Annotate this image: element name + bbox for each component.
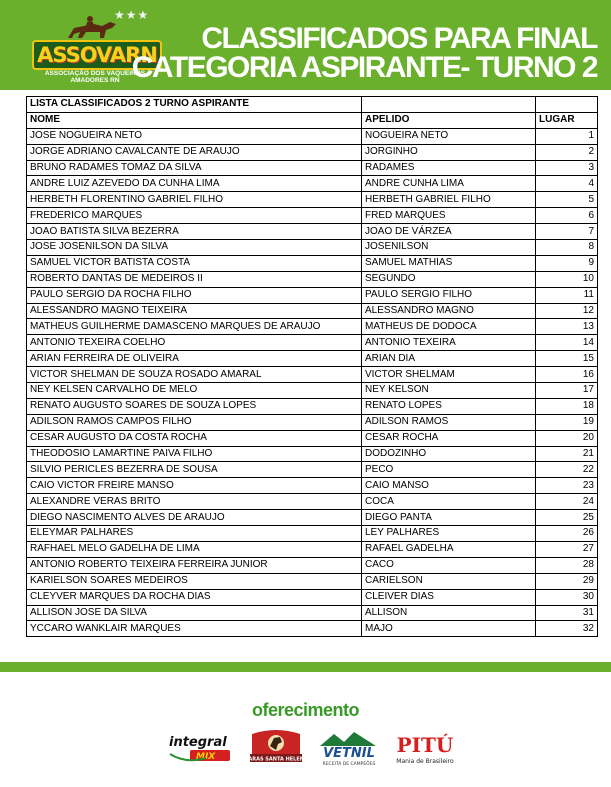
cell-apelido: FRED MARQUES bbox=[362, 208, 536, 224]
cell-nome: VICTOR SHELMAN DE SOUZA ROSADO AMARAL bbox=[27, 367, 362, 383]
cell-nome: FREDERICO MARQUES bbox=[27, 208, 362, 224]
svg-text:PITÚ: PITÚ bbox=[396, 733, 454, 757]
cell-apelido: ANTONIO TEXEIRA bbox=[362, 335, 536, 351]
cell-apelido: ALESSANDRO MAGNO bbox=[362, 303, 536, 319]
table-row bbox=[27, 383, 598, 399]
table-row bbox=[27, 351, 598, 367]
cell-apelido: ANDRE CUNHA LIMA bbox=[362, 176, 536, 192]
cell-nome: RAFHAEL MELO GADELHA DE LIMA bbox=[27, 541, 362, 557]
column-header-nome: NOME bbox=[27, 112, 362, 128]
table-row bbox=[27, 557, 598, 573]
cell-lugar: 28 bbox=[536, 557, 598, 573]
cell-nome: KARIELSON SOARES MEDEIROS bbox=[27, 573, 362, 589]
cell-apelido: CARIELSON bbox=[362, 573, 536, 589]
cell-apelido: PECO bbox=[362, 462, 536, 478]
title-line-2: CATEGORIA ASPIRANTE- TURNO 2 bbox=[131, 51, 597, 84]
table-row bbox=[27, 192, 598, 208]
cell-nome: JOSE JOSENILSON DA SILVA bbox=[27, 240, 362, 256]
cell-apelido: NOGUEIRA NETO bbox=[362, 128, 536, 144]
cell-apelido: ALLISON bbox=[362, 605, 536, 621]
cell-nome: ADILSON RAMOS CAMPOS FILHO bbox=[27, 414, 362, 430]
table-row bbox=[27, 621, 598, 637]
cell-apelido: CLEIVER DIAS bbox=[362, 589, 536, 605]
cell-lugar: 27 bbox=[536, 541, 598, 557]
table-row bbox=[27, 605, 598, 621]
cell-apelido: ADILSON RAMOS bbox=[362, 414, 536, 430]
cell-lugar: 21 bbox=[536, 446, 598, 462]
cell-nome: NEY KELSEN CARVALHO DE MELO bbox=[27, 383, 362, 399]
haras-santa-helena-logo bbox=[246, 728, 306, 768]
classification-table bbox=[26, 96, 598, 637]
table-row bbox=[27, 128, 598, 144]
cell-apelido: NEY KELSON bbox=[362, 383, 536, 399]
cell-nome: RENATO AUGUSTO SOARES DE SOUZA LOPES bbox=[27, 398, 362, 414]
cell-lugar: 23 bbox=[536, 478, 598, 494]
cell-lugar: 5 bbox=[536, 192, 598, 208]
table-caption: LISTA CLASSIFICADOS 2 TURNO ASPIRANTE bbox=[27, 97, 362, 113]
cell-nome: ARIAN FERREIRA DE OLIVEIRA bbox=[27, 351, 362, 367]
table-row bbox=[27, 414, 598, 430]
integral-mix-logo bbox=[166, 728, 236, 768]
table-row bbox=[27, 287, 598, 303]
cell-apelido: SEGUNDO bbox=[362, 271, 536, 287]
table-row bbox=[27, 589, 598, 605]
table-row bbox=[27, 240, 598, 256]
vetnil-logo bbox=[314, 728, 384, 768]
cell-lugar: 7 bbox=[536, 224, 598, 240]
cell-lugar: 15 bbox=[536, 351, 598, 367]
caption-row bbox=[27, 97, 598, 113]
cell-lugar: 10 bbox=[536, 271, 598, 287]
horse-rider-icon bbox=[60, 14, 130, 42]
cell-nome: DIEGO NASCIMENTO ALVES DE ARAUJO bbox=[27, 510, 362, 526]
cell-lugar: 11 bbox=[536, 287, 598, 303]
cell-apelido: JOSENILSON bbox=[362, 240, 536, 256]
cell-lugar: 14 bbox=[536, 335, 598, 351]
cell-apelido: CACO bbox=[362, 557, 536, 573]
table-row bbox=[27, 144, 598, 160]
cell-lugar: 26 bbox=[536, 526, 598, 542]
cell-nome: CLEYVER MARQUES DA ROCHA DIAS bbox=[27, 589, 362, 605]
cell-apelido: LEY PALHARES bbox=[362, 526, 536, 542]
cell-apelido: PAULO SERGIO FILHO bbox=[362, 287, 536, 303]
cell-nome: ALEXANDRE VERAS BRITO bbox=[27, 494, 362, 510]
table-row bbox=[27, 367, 598, 383]
cell-apelido: CESAR ROCHA bbox=[362, 430, 536, 446]
svg-text:Mania de Brasileiro: Mania de Brasileiro bbox=[396, 758, 454, 765]
cell-apelido: SAMUEL MATHIAS bbox=[362, 255, 536, 271]
table-row bbox=[27, 160, 598, 176]
svg-text:VETNIL: VETNIL bbox=[323, 746, 375, 761]
table-row bbox=[27, 319, 598, 335]
cell-nome: JOSE NOGUEIRA NETO bbox=[27, 128, 362, 144]
stars-icon: ★★★ bbox=[114, 8, 150, 22]
cell-apelido: ARIAN DIA bbox=[362, 351, 536, 367]
cell-lugar: 16 bbox=[536, 367, 598, 383]
cell-lugar: 1 bbox=[536, 128, 598, 144]
cell-lugar: 32 bbox=[536, 621, 598, 637]
pitu-logo bbox=[392, 728, 458, 768]
sponsors-title: oferecimento bbox=[251, 700, 360, 720]
cell-lugar: 25 bbox=[536, 510, 598, 526]
cell-apelido: RADAMES bbox=[362, 160, 536, 176]
cell-apelido: RENATO LOPES bbox=[362, 398, 536, 414]
cell-nome: ANTONIO TEXEIRA COELHO bbox=[27, 335, 362, 351]
cell-lugar: 3 bbox=[536, 160, 598, 176]
table-row bbox=[27, 494, 598, 510]
cell-lugar: 2 bbox=[536, 144, 598, 160]
cell-nome: MATHEUS GUILHERME DAMASCENO MARQUES DE ARAUJO bbox=[27, 319, 362, 335]
logo-tagline: ASSOCIAÇÃO DOS VAQUEIROS AMADORES RN bbox=[44, 70, 146, 84]
cell-nome: ALLISON JOSE DA SILVA bbox=[27, 605, 362, 621]
cell-nome: ANDRE LUIZ AZEVEDO DA CUNHA LIMA bbox=[27, 176, 362, 192]
cell-apelido: CAIO MANSO bbox=[362, 478, 536, 494]
cell-nome: ALESSANDRO MAGNO TEIXEIRA bbox=[27, 303, 362, 319]
cell-nome: PAULO SERGIO DA ROCHA FILHO bbox=[27, 287, 362, 303]
cell-lugar: 8 bbox=[536, 240, 598, 256]
svg-text:MIX: MIX bbox=[196, 752, 216, 762]
cell-nome: YCCARO WANKLAIR MARQUES bbox=[27, 621, 362, 637]
cell-nome: SAMUEL VICTOR BATISTA COSTA bbox=[27, 255, 362, 271]
cell-lugar: 20 bbox=[536, 430, 598, 446]
cell-lugar: 29 bbox=[536, 573, 598, 589]
cell-apelido: COCA bbox=[362, 494, 536, 510]
cell-nome: JOAO BATISTA SILVA BEZERRA bbox=[27, 224, 362, 240]
table-row bbox=[27, 526, 598, 542]
cell-lugar: 6 bbox=[536, 208, 598, 224]
cell-lugar: 31 bbox=[536, 605, 598, 621]
table-row bbox=[27, 335, 598, 351]
cell-lugar: 30 bbox=[536, 589, 598, 605]
table-row bbox=[27, 430, 598, 446]
header-banner bbox=[0, 0, 611, 90]
table-row bbox=[27, 398, 598, 414]
cell-lugar: 17 bbox=[536, 383, 598, 399]
integral-text: integral bbox=[169, 735, 227, 750]
cell-lugar: 9 bbox=[536, 255, 598, 271]
cell-lugar: 24 bbox=[536, 494, 598, 510]
cell-nome: CAIO VICTOR FREIRE MANSO bbox=[27, 478, 362, 494]
table-row bbox=[27, 510, 598, 526]
cell-apelido: MATHEUS DE DODOCA bbox=[362, 319, 536, 335]
cell-nome: SILVIO PERICLES BEZERRA DE SOUSA bbox=[27, 462, 362, 478]
cell-lugar: 13 bbox=[536, 319, 598, 335]
cell-lugar: 19 bbox=[536, 414, 598, 430]
cell-nome: THEODOSIO LAMARTINE PAIVA FILHO bbox=[27, 446, 362, 462]
classification-sheet bbox=[26, 96, 597, 656]
cell-apelido: JOAO DE VÁRZEA bbox=[362, 224, 536, 240]
cell-lugar: 12 bbox=[536, 303, 598, 319]
cell-apelido: RAFAEL GADELHA bbox=[362, 541, 536, 557]
cell-lugar: 22 bbox=[536, 462, 598, 478]
cell-nome: ELEYMAR PALHARES bbox=[27, 526, 362, 542]
cell-apelido: DODOZINHO bbox=[362, 446, 536, 462]
table-row bbox=[27, 224, 598, 240]
cell-apelido: DIEGO PANTA bbox=[362, 510, 536, 526]
page-title bbox=[132, 24, 597, 82]
table-row bbox=[27, 303, 598, 319]
cell-nome: BRUNO RADAMES TOMAZ DA SILVA bbox=[27, 160, 362, 176]
logo-wordmark: ASSOVARN bbox=[32, 40, 162, 70]
svg-text:HARAS SANTA HELENA: HARAS SANTA HELENA bbox=[246, 756, 306, 763]
divider-bar bbox=[0, 662, 611, 672]
svg-text:RECEITA DE CAMPEÕES: RECEITA DE CAMPEÕES bbox=[322, 762, 376, 767]
table-row bbox=[27, 573, 598, 589]
cell-apelido: HERBETH GABRIEL FILHO bbox=[362, 192, 536, 208]
cell-apelido: JORGINHO bbox=[362, 144, 536, 160]
cell-lugar: 18 bbox=[536, 398, 598, 414]
cell-nome: JORGE ADRIANO CAVALCANTE DE ARAUJO bbox=[27, 144, 362, 160]
cell-nome: ROBERTO DANTAS DE MEDEIROS II bbox=[27, 271, 362, 287]
table-row bbox=[27, 176, 598, 192]
table-row bbox=[27, 255, 598, 271]
cell-nome: ANTONIO ROBERTO TEIXEIRA FERREIRA JUNIOR bbox=[27, 557, 362, 573]
table-row bbox=[27, 478, 598, 494]
table-row bbox=[27, 541, 598, 557]
cell-nome: CESAR AUGUSTO DA COSTA ROCHA bbox=[27, 430, 362, 446]
table-row bbox=[27, 208, 598, 224]
cell-apelido: VICTOR SHELMAM bbox=[362, 367, 536, 383]
column-header-lugar: LUGAR bbox=[536, 112, 598, 128]
table-row bbox=[27, 271, 598, 287]
cell-lugar: 4 bbox=[536, 176, 598, 192]
cell-nome: HERBETH FLORENTINO GABRIEL FILHO bbox=[27, 192, 362, 208]
title-line-1: CLASSIFICADOS PARA FINAL bbox=[201, 22, 597, 55]
table-row bbox=[27, 462, 598, 478]
cell-apelido: MAJO bbox=[362, 621, 536, 637]
table-row bbox=[27, 446, 598, 462]
column-header-apelido: APELIDO bbox=[362, 112, 536, 128]
header-row bbox=[27, 112, 598, 128]
